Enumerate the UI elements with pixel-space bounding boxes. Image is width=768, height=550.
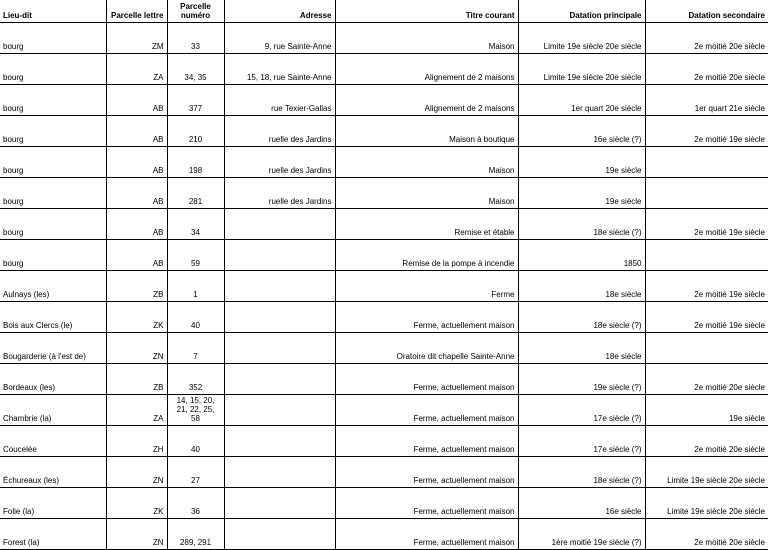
cell-titre-courant: Remise et étable (335, 209, 518, 240)
cell-parcelle-numero: 198 (167, 147, 224, 178)
cell-datation-secondaire: 19e siècle (645, 395, 768, 426)
cell-datation-secondaire: 2e moitié 19e siècle (645, 271, 768, 302)
table-row (0, 519, 768, 550)
cell-datation-secondaire: Limite 19e siècle 20e siècle (645, 488, 768, 519)
cell-adresse: ruelle des Jardins (224, 116, 335, 147)
cell-titre-courant: Ferme, actuellement maison (335, 488, 518, 519)
cell-parcelle-lettre: ZA (106, 54, 167, 85)
table-row (0, 240, 768, 271)
cell-parcelle-lettre: ZK (106, 488, 167, 519)
cell-lieu-dit: bourg (0, 23, 106, 54)
cell-titre-courant: Maison (335, 178, 518, 209)
cell-titre-courant: Oratoire dit chapelle Sainte-Anne (335, 333, 518, 364)
cell-parcelle-lettre: ZN (106, 519, 167, 550)
table-row (0, 116, 768, 147)
cell-titre-courant: Ferme, actuellement maison (335, 395, 518, 426)
cell-lieu-dit: Folie (la) (0, 488, 106, 519)
cell-parcelle-lettre: ZN (106, 457, 167, 488)
cell-datation-secondaire: 2e moitié 20e siècle (645, 426, 768, 457)
cell-parcelle-numero: 59 (167, 240, 224, 271)
cell-titre-courant: Maison (335, 23, 518, 54)
cell-parcelle-numero: 377 (167, 85, 224, 116)
cell-parcelle-numero: 34, 35 (167, 54, 224, 85)
cell-datation-secondaire (645, 147, 768, 178)
cell-adresse (224, 457, 335, 488)
cell-datation-secondaire: 2e moitié 20e siècle (645, 519, 768, 550)
cell-datation-secondaire (645, 240, 768, 271)
cell-parcelle-lettre: ZK (106, 302, 167, 333)
cell-parcelle-numero: 352 (167, 364, 224, 395)
cell-titre-courant: Maison (335, 147, 518, 178)
table-row (0, 271, 768, 302)
header-row (0, 0, 768, 23)
cell-datation-principale: 18e siècle (518, 271, 645, 302)
cell-datation-secondaire: 2e moitié 19e siècle (645, 209, 768, 240)
cell-parcelle-numero: 27 (167, 457, 224, 488)
cell-lieu-dit: Chambrie (la) (0, 395, 106, 426)
table-row (0, 85, 768, 116)
cell-datation-principale: 17e siècle (?) (518, 426, 645, 457)
cell-lieu-dit: Bois aux Clercs (le) (0, 302, 106, 333)
cell-adresse (224, 395, 335, 426)
cell-datation-principale: 18e siècle (?) (518, 302, 645, 333)
header-lieu-dit: Lieu-dit (0, 0, 106, 23)
cell-lieu-dit: bourg (0, 178, 106, 209)
cell-parcelle-lettre: AB (106, 209, 167, 240)
cell-datation-principale: 19e siècle (518, 178, 645, 209)
cell-datation-secondaire: 2e moitié 19e siècle (645, 302, 768, 333)
header-parcelle-lettre: Parcelle lettre (106, 0, 167, 23)
cell-parcelle-numero: 210 (167, 116, 224, 147)
header-datation-secondaire: Datation secondaire (645, 0, 768, 23)
header-parcelle-numero: Parcelle numéro (167, 0, 224, 23)
cell-adresse (224, 209, 335, 240)
cell-datation-secondaire: Limite 19e siècle 20e siècle (645, 457, 768, 488)
cell-parcelle-lettre: ZB (106, 271, 167, 302)
cell-datation-secondaire: 2e moitié 20e siècle (645, 54, 768, 85)
cell-lieu-dit: Bougarderie (à l'est de) (0, 333, 106, 364)
cell-lieu-dit: Forest (la) (0, 519, 106, 550)
table-row (0, 209, 768, 240)
cell-parcelle-numero: 34 (167, 209, 224, 240)
cell-lieu-dit: bourg (0, 85, 106, 116)
cell-titre-courant: Ferme, actuellement maison (335, 457, 518, 488)
cell-parcelle-numero: 40 (167, 302, 224, 333)
cell-datation-principale: 17e siècle (?) (518, 395, 645, 426)
cell-datation-secondaire: 2e moitié 20e siècle (645, 364, 768, 395)
cell-adresse (224, 302, 335, 333)
table-row (0, 302, 768, 333)
cell-datation-secondaire: 2e moitié 20e siècle (645, 23, 768, 54)
cell-parcelle-lettre: ZB (106, 364, 167, 395)
cell-lieu-dit: Bordeaux (les) (0, 364, 106, 395)
cell-lieu-dit: Coucelée (0, 426, 106, 457)
cell-adresse (224, 271, 335, 302)
cell-datation-principale: 1850 (518, 240, 645, 271)
table-row (0, 178, 768, 209)
cell-adresse: ruelle des Jardins (224, 178, 335, 209)
cell-parcelle-numero: 7 (167, 333, 224, 364)
cell-datation-secondaire (645, 178, 768, 209)
cell-adresse: rue Texier-Gallas (224, 85, 335, 116)
cell-parcelle-lettre: AB (106, 116, 167, 147)
cell-datation-principale: Limite 19e siècle 20e siècle (518, 23, 645, 54)
cell-lieu-dit: Aulnays (les) (0, 271, 106, 302)
cell-titre-courant: Ferme, actuellement maison (335, 519, 518, 550)
cell-titre-courant: Alignement de 2 maisons (335, 85, 518, 116)
cell-datation-principale: 19e siècle (518, 147, 645, 178)
table-row (0, 147, 768, 178)
cell-titre-courant: Ferme, actuellement maison (335, 364, 518, 395)
cell-datation-secondaire (645, 333, 768, 364)
table-row (0, 54, 768, 85)
cell-datation-principale: 18e siècle (?) (518, 209, 645, 240)
cell-parcelle-lettre: AB (106, 178, 167, 209)
table-row (0, 333, 768, 364)
cell-parcelle-numero: 281 (167, 178, 224, 209)
cell-titre-courant: Ferme (335, 271, 518, 302)
cell-parcelle-numero: 289, 291 (167, 519, 224, 550)
cell-lieu-dit: bourg (0, 54, 106, 85)
cell-adresse: 15, 18, rue Sainte-Anne (224, 54, 335, 85)
cell-adresse (224, 488, 335, 519)
cell-parcelle-lettre: AB (106, 240, 167, 271)
cell-adresse (224, 519, 335, 550)
cell-datation-principale: 19e siècle (?) (518, 364, 645, 395)
cell-parcelle-numero: 1 (167, 271, 224, 302)
cell-adresse (224, 364, 335, 395)
header-titre-courant: Titre courant (335, 0, 518, 23)
cell-parcelle-numero: 33 (167, 23, 224, 54)
cell-lieu-dit: bourg (0, 147, 106, 178)
cell-datation-principale: 1ère moitié 19e siècle (?) (518, 519, 645, 550)
cell-titre-courant: Ferme, actuellement maison (335, 302, 518, 333)
cell-titre-courant: Maison à boutique (335, 116, 518, 147)
cell-parcelle-lettre: ZA (106, 395, 167, 426)
table-row (0, 364, 768, 395)
cell-parcelle-lettre: AB (106, 85, 167, 116)
cell-datation-principale: 16e siècle (?) (518, 116, 645, 147)
cell-adresse (224, 426, 335, 457)
cell-titre-courant: Remise de la pompe à incendie (335, 240, 518, 271)
cell-adresse (224, 240, 335, 271)
cell-adresse: 9, rue Sainte-Anne (224, 23, 335, 54)
cell-parcelle-numero: 36 (167, 488, 224, 519)
cell-lieu-dit: bourg (0, 240, 106, 271)
table-row (0, 23, 768, 54)
cell-titre-courant: Ferme, actuellement maison (335, 426, 518, 457)
cell-datation-secondaire: 2e moitié 19e siècle (645, 116, 768, 147)
table-row (0, 395, 768, 426)
cell-adresse (224, 333, 335, 364)
cell-adresse: ruelle des Jardins (224, 147, 335, 178)
header-adresse: Adresse (224, 0, 335, 23)
cell-parcelle-lettre: AB (106, 147, 167, 178)
cell-titre-courant: Alignement de 2 maisons (335, 54, 518, 85)
cell-lieu-dit: bourg (0, 209, 106, 240)
cell-parcelle-lettre: ZN (106, 333, 167, 364)
cell-datation-principale: Limite 19e siècle 20e siècle (518, 54, 645, 85)
table-row (0, 488, 768, 519)
cell-datation-principale: 16e siècle (518, 488, 645, 519)
cell-lieu-dit: bourg (0, 116, 106, 147)
table-row (0, 426, 768, 457)
cell-datation-secondaire: 1er quart 21e siècle (645, 85, 768, 116)
header-datation-principale: Datation principale (518, 0, 645, 23)
cell-datation-principale: 1er quart 20e siècle (518, 85, 645, 116)
cell-datation-principale: 18e siècle (?) (518, 457, 645, 488)
cell-parcelle-numero: 14, 15, 20, 21, 22, 25, 58 (167, 395, 224, 426)
cell-datation-principale: 18e siècle (518, 333, 645, 364)
cell-parcelle-numero: 40 (167, 426, 224, 457)
cell-lieu-dit: Échureaux (les) (0, 457, 106, 488)
table-row (0, 457, 768, 488)
cell-parcelle-lettre: ZM (106, 23, 167, 54)
cell-parcelle-lettre: ZH (106, 426, 167, 457)
